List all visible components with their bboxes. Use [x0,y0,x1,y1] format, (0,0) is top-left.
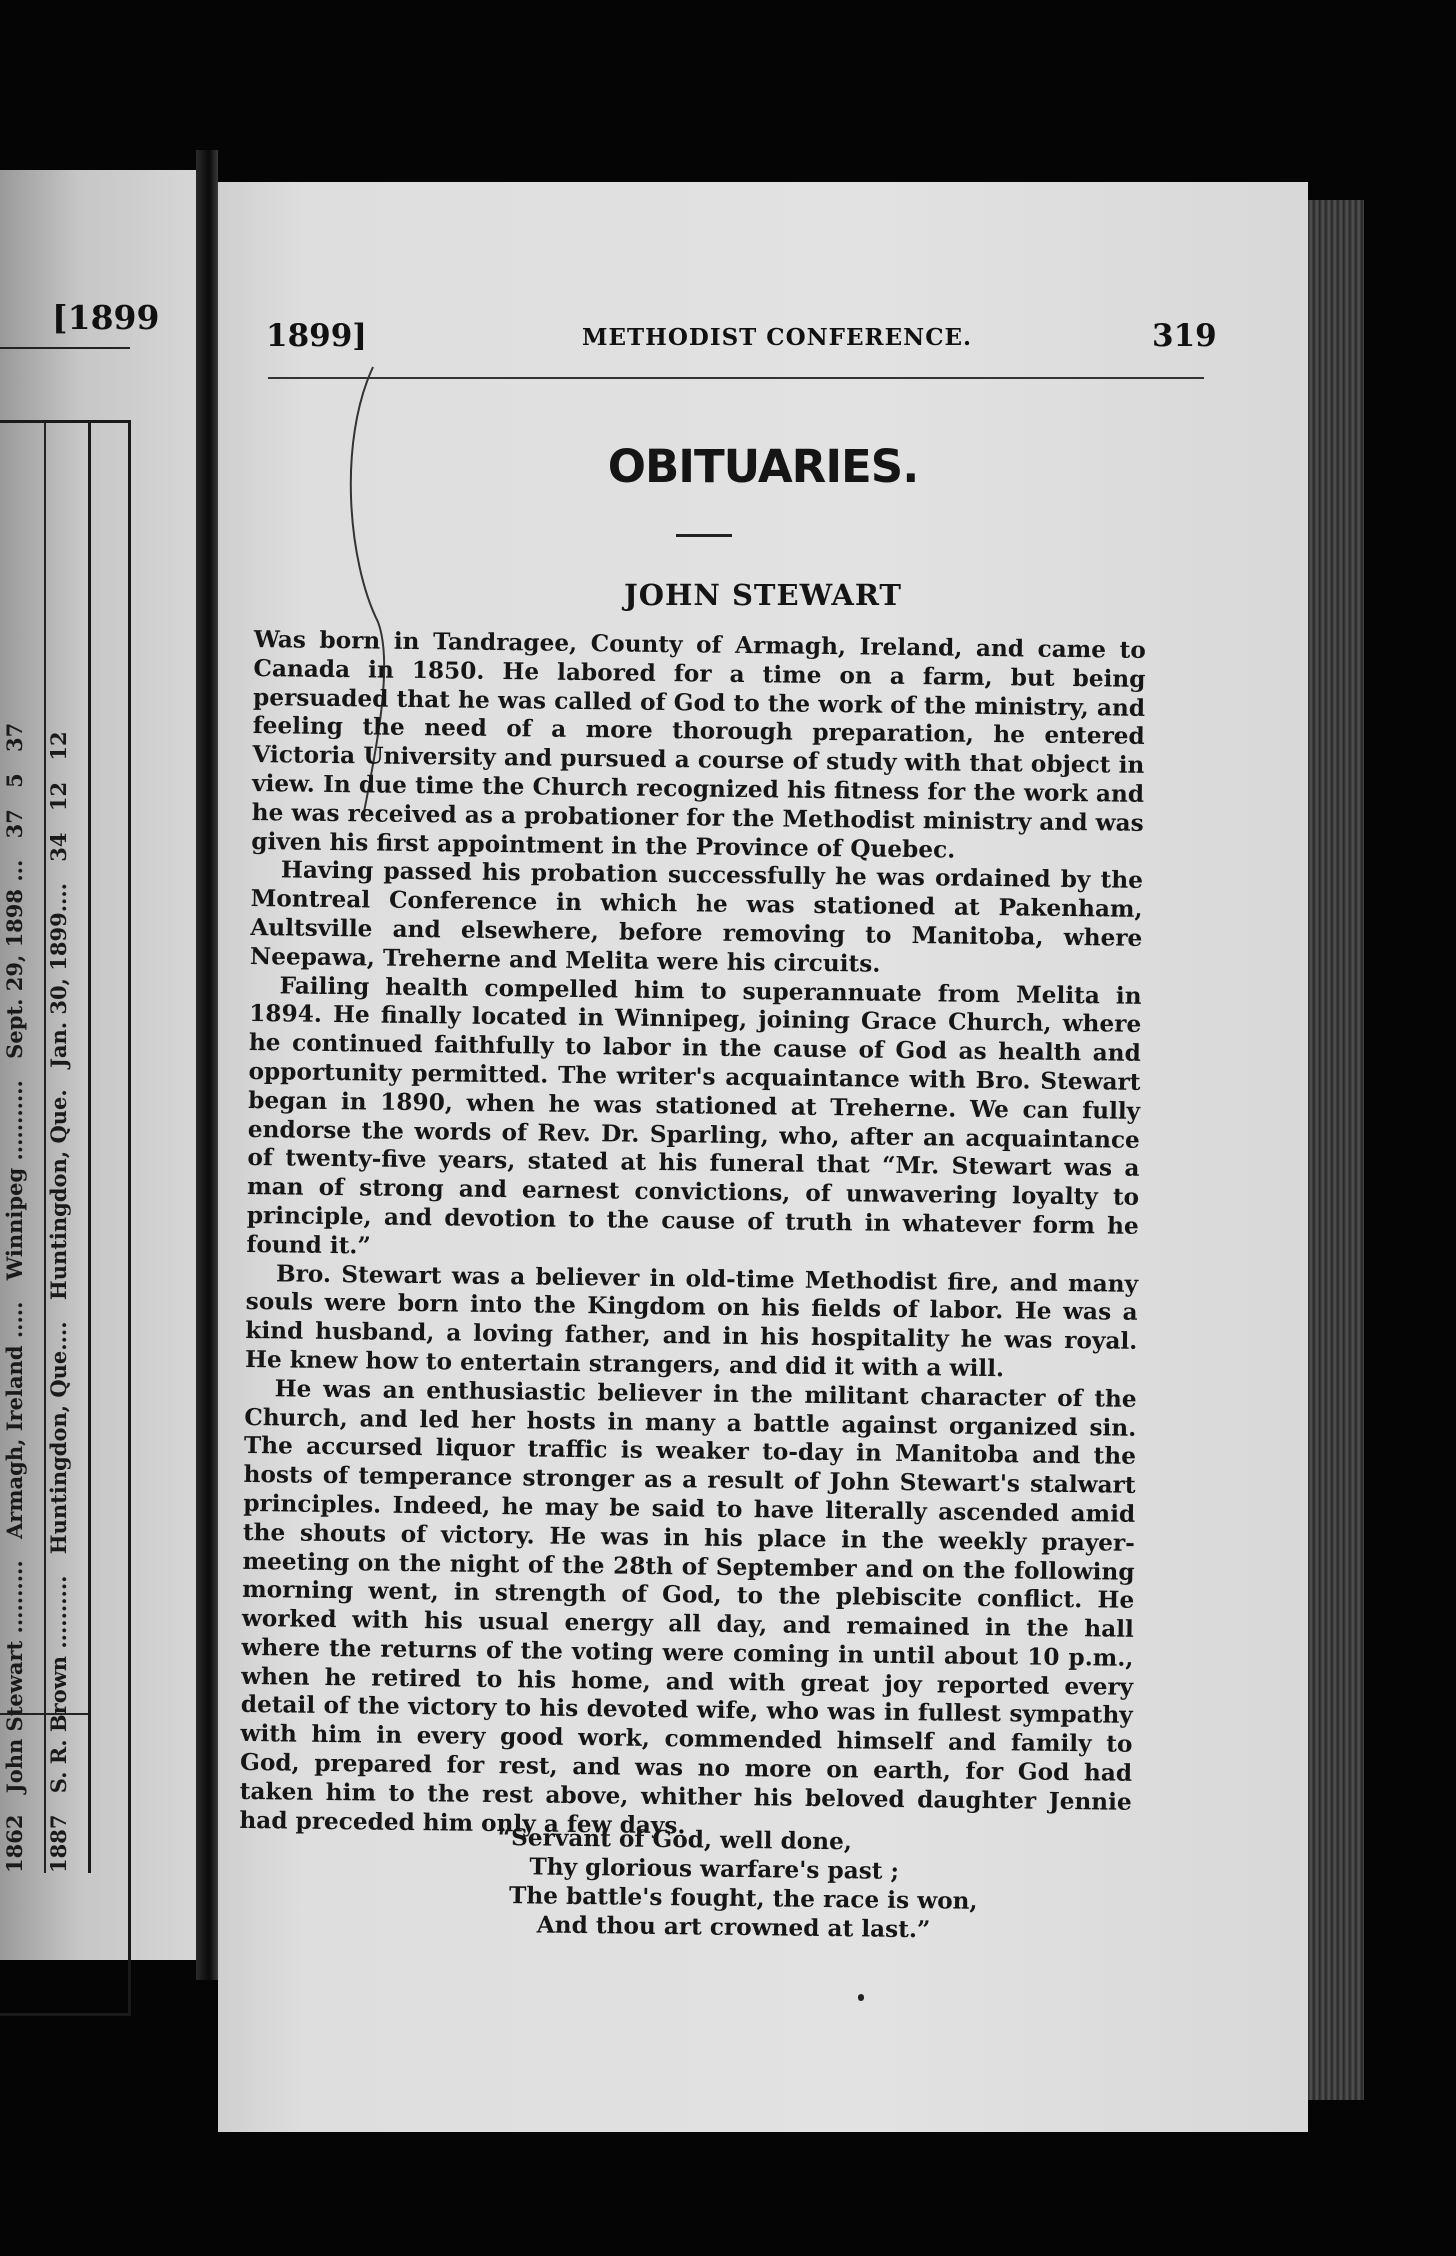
row-value-c: 37 [2,722,27,752]
poem-line: “Servant of God, well done, [497,1823,853,1856]
page-edges [1308,200,1364,2100]
section-title: OBITUARIES. [607,440,919,493]
left-running-head: [1899 [52,298,160,337]
row-value-c: 12 [46,731,71,761]
row-value-a: 34 [46,832,71,862]
poem-line: And thou art crowned at last.” [536,1911,931,1944]
book-gutter [196,150,218,1980]
row-year: 1887 [46,1814,71,1873]
obituary-paragraph: Failing health compelled him to superannuate from Melita in 1894. He finally located in Winnipeg, joining Grace Church, where he continued faithfully to labor in the cause of God as health and opportunity permitted. The writer's acquaintance with Bro. Stewart began in 1890, when he was stationed at Treherne. We can fully endorse the words of Rev. Dr. Sparling, who, after an acquaintance of twenty-five years, stated at his funeral that “Mr. Stewart was a man of strong and earnest convictions, of unwavering loyalty to principle, and devotion to the cause of truth in whatever form he found it.” [246,971,1142,1260]
ink-dot [858,1994,864,2001]
title-divider [676,534,732,537]
header-rule [268,377,1204,379]
obituary-paragraph: Was born in Tandragee, County of Armagh, Ireland, and came to Canada in 1850. He labored for a time on a farm, but being persuaded that he was called of God to the work of the ministry, and feeling the need of a more thorough preparation, he entered Victoria University and pursued a course of study with that object in view. In due time the Church recognized his fitness for the work and he was received as a probationer for the Methodist ministry and was given his first appointment in the Province of Quebec. [251,626,1146,864]
row-value-b: 5 [2,773,27,788]
closing-poem [417,1822,1018,1945]
header-year: 1899] [266,318,367,354]
obituary-paragraph: Bro. Stewart was a believer in old-time Methodist fire, and many souls were born into the Kingdom on his fields of labor. He was a kind husband, a loving father, and in his hospitality he was royal. He knew how to entertain strangers, and did it with a will. [244,1259,1139,1383]
page-319 [218,182,1308,2132]
row-date: Sept. 29, 1898 ... [2,859,27,1059]
obituary-paragraph: He was an enthusiastic believer in the militant character of the Church, and led her hosts in many a battle against organized sin. The accursed liquor traffic is weaker to-day in Manitoba and the hosts of temperance stronger as a result of John Stewart's stalwart principles. Indeed, he may be said to have literally ascended amid the shouts of victory. He was in his place in the weekly prayer-meeting on the night of the 28th of September and on the following morning went, in strength of God, to the plebiscite conflict. He worked with his usual energy all day, and remained in the hall where the returns of the voting were coming in until about 10 p.m., when he retired to his home, and with great joy reported every detail of the victory to his devoted wife, who was in fullest sympathy with him in every good work, commended himself and family to God, prepared for rest, and was no more on earth, for God had taken him to the rest above, whither his beloved daughter Jennie had preceded him only a few days. [239,1375,1137,1840]
page-number: 319 [1152,318,1217,354]
row-residence: Winnipeg ........... [2,1080,27,1281]
obituary-name: JOHN STEWART [624,578,902,612]
row-year: 1862 [2,1814,27,1873]
row-residence: Huntingdon, Que. [46,1089,71,1301]
left-page-fragment [0,170,196,1960]
row-birthplace: Huntingdon, Que.... [46,1321,71,1555]
row-birthplace: Armagh, Ireland ..... [2,1301,27,1540]
row-value-b: 12 [46,781,71,812]
obituary-paragraph: Having passed his probation successfully he was ordained by the Montreal Conference in which he was stationed at Pakenham, Aultsville and elsewhere, before removing to Manitoba, where Neepawa, Treherne and Melita were his circuits. [249,856,1144,978]
running-header [266,318,1266,358]
obituary-body [239,626,1146,1846]
row-value-a: 37 [2,809,27,839]
row-name: S. R. Brown .......... [46,1575,71,1794]
left-header-rule [0,347,130,349]
header-title: METHODIST CONFERENCE. [582,324,973,351]
poem-line: Thy glorious warfare's past ; [529,1853,900,1885]
table-row [2,709,27,1873]
row-name: John Stewart .......... [2,1560,27,1794]
row-date: Jan. 30, 1899.... [46,883,71,1068]
table-row [46,717,71,1873]
left-table [0,420,131,2016]
poem-line: The battle's fought, the race is won, [508,1882,978,1915]
